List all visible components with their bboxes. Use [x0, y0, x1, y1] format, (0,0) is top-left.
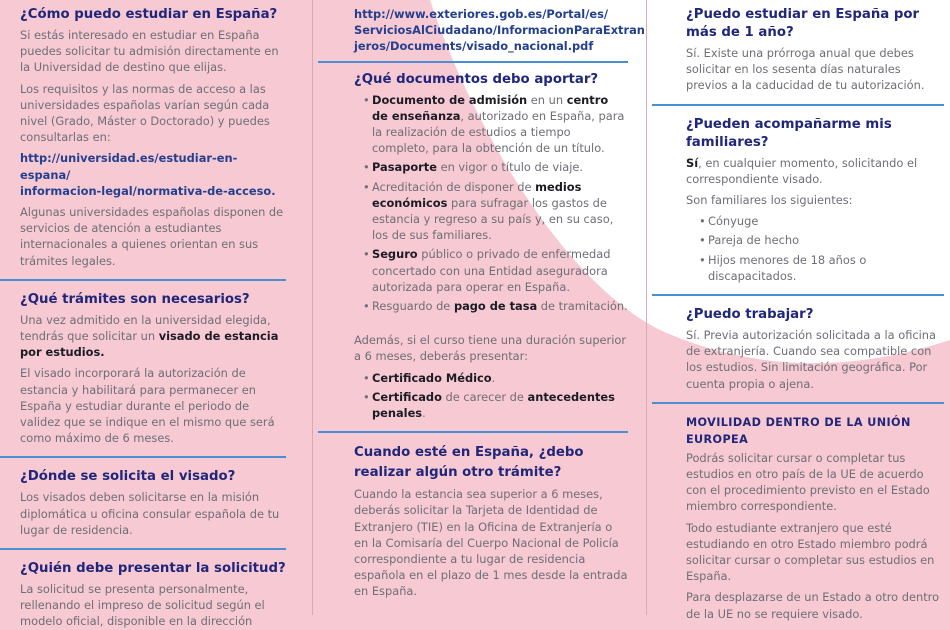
column-divider-1: [312, 0, 313, 615]
heading-documentos: ¿Qué documentos debo aportar?: [354, 71, 599, 87]
paragraph: Podrás solicitar cursar o completar tus estudios en otro país de la UE de acuerdo con el procedimiento previsto en el Estado miembro correspondiente.: [686, 450, 930, 514]
text: Una vez admitido en la universidad elegida, tendrás que solicitar un: [20, 312, 271, 344]
paragraph: Los requisitos y las normas de acceso a las universidades españolas varían según cada nivel (Grado, Máster o Doctorado) y puedes consultarlas en:: [20, 81, 270, 145]
bold-text: pago de tasa: [453, 299, 538, 314]
paragraph: Son familiares los siguientes:: [686, 193, 853, 208]
bold-text: medios económicos: [372, 179, 582, 210]
bold-text: Documento de admisión: [372, 92, 528, 107]
column-left: [0, 0, 300, 629]
paragraph: Los visados deben solicitarse en la misión diplomática u oficina consular española de tu lugar de residencia.: [20, 490, 280, 537]
paragraph: Para desplazarse de un Estado a otro dentro de la UE no se requiere visado.: [686, 590, 940, 621]
text: de tramitación.: [537, 299, 628, 314]
section-divider: [318, 431, 628, 433]
bold-text: centro de enseñanza: [372, 92, 609, 123]
list-item: [372, 389, 628, 421]
text: en un: [527, 92, 567, 107]
link-line: informacion-legal/normativa-de-acceso.: [20, 183, 276, 198]
text: en vigor o título de viaje.: [436, 160, 584, 175]
paragraph: El visado incorporará la autorización de estancia y habilitará para permanecer en España y estudiar durante el periodo de validez que se indique en el mismo que será como máximo de 6 meses.: [20, 366, 275, 446]
heading-tramites: ¿Qué trámites son necesarios?: [20, 291, 250, 307]
list-item: • Pareja de hecho: [708, 232, 944, 248]
link-line: http://universidad.es/estudiar-en-espana/: [20, 151, 238, 182]
heading-como-estudiar: ¿Cómo puedo estudiar en España?: [20, 7, 278, 22]
paragraph: La solicitud se presenta personalmente, rellenando el impreso de solicitud según el modelo oficial, disponible en la dirección: [20, 582, 265, 629]
text: .: [491, 370, 496, 385]
paragraph: [20, 312, 286, 361]
heading-trabajar: ¿Puedo trabajar?: [686, 307, 814, 323]
text: para sufragar los gastos de estancia y regreso a su país y, en su caso, los de sus familiares.: [372, 195, 614, 243]
bold-text: Certificado: [372, 389, 442, 404]
section-divider: [0, 548, 286, 550]
section-divider: [652, 402, 944, 404]
heading-familiares: ¿Pueden acompañarme mis familiares?: [686, 116, 892, 150]
column-middle: [318, 0, 645, 615]
extra-documents-list: [354, 370, 628, 422]
text: .: [422, 406, 426, 421]
paragraph: Cuando la estancia sea superior a 6 meses, deberás solicitar la Tarjeta de Identidad de Extranjero (TIE) en la Oficina de Extranjería o en la Comisaría del Cuerpo Nacional de Policía correspondiente a tu lugar de residencia española en el plazo de 1 mes desde la entrada en España.: [354, 487, 628, 599]
text: Acreditación de disponer de: [372, 179, 536, 194]
list-item: [372, 246, 628, 295]
text: , autorizado en España, para la realización de estudios a tiempo completo, para la obtención de un título.: [372, 108, 625, 156]
list-item: [372, 159, 628, 175]
list-item: [372, 298, 628, 314]
section-divider: [652, 294, 944, 296]
section-divider: [318, 61, 628, 63]
heading-movilidad-ue: MOVILIDAD DENTRO DE LA UNIÓN EUROPEA: [686, 415, 911, 446]
heading-quien-presenta: ¿Quién debe presentar la solicitud?: [20, 561, 286, 577]
bold-text: Sí: [686, 155, 699, 170]
section-divider: [0, 279, 286, 281]
paragraph: Sí. Previa autorización solicitada a la oficina de extranjería. Cuando sea compatible con los estudios. Sin limitación geográfica. Por cuenta propia o ajena.: [686, 328, 937, 391]
paragraph: Todo estudiante extranjero que esté estudiando en otro Estado miembro podrá solicitar cursar o completar sus estudios en España.: [686, 520, 935, 584]
section-divider: [652, 104, 944, 106]
list-item: [372, 92, 628, 157]
paragraph: [686, 155, 944, 187]
list-item: • Hijos menores de 18 años o discapacitados.: [708, 252, 944, 284]
text: , en cualquier momento, solicitando el correspondiente visado.: [686, 155, 918, 186]
text: público o privado de enfermedad concertado con una Entidad aseguradora autorizada para operar en España.: [372, 247, 611, 294]
list-item: [372, 370, 628, 386]
paragraph: Si estás interesado en estudiar en España puedes solicitar tu admisión directamente en la Universidad de destino que elijas.: [20, 28, 279, 75]
text: de carecer de: [441, 389, 528, 404]
heading-donde-visado: ¿Dónde se solicita el visado?: [20, 469, 236, 485]
bold-text: visado de estancia por estudios.: [20, 329, 279, 360]
heading-mas-de-un-ano: ¿Puedo estudiar en España por más de 1 año?: [686, 7, 920, 40]
link-line: jeros/Documents/visado_nacional.pdf: [354, 39, 594, 54]
familiares-list: [686, 213, 944, 284]
bold-text: Seguro: [372, 247, 418, 262]
paragraph: Algunas universidades españolas disponen de servicios de atención a estudiantes internacionales a quienes orientan en sus trámites legales.: [20, 205, 284, 268]
text: Resguardo de: [372, 299, 454, 314]
link-line: http://www.exteriores.gob.es/Portal/es/: [354, 7, 609, 21]
heading-otro-tramite: Cuando esté en España, ¿debo realizar algún otro trámite?: [354, 445, 584, 481]
paragraph: Sí. Existe una prórroga anual que debes solicitar en los sesenta días naturales previos a la caducidad de tu autorización.: [686, 46, 925, 93]
bold-text: Certificado Médico: [372, 370, 492, 385]
link-line: ServiciosAlCiudadano/InformacionParaExtran: [354, 23, 645, 38]
documents-list: [354, 92, 628, 315]
bold-text: antecedentes penales: [372, 389, 615, 421]
bold-text: Pasaporte: [372, 160, 437, 175]
list-item: [372, 179, 628, 244]
column-right: [652, 0, 950, 621]
list-item: • Cónyuge: [708, 213, 944, 229]
column-divider-2: [646, 0, 647, 615]
universidad-link[interactable]: [20, 150, 286, 199]
exteriores-link[interactable]: [354, 6, 645, 55]
section-divider: [0, 456, 286, 458]
paragraph: Además, si el curso tiene una duración superior a 6 meses, deberás presentar:: [354, 333, 627, 364]
